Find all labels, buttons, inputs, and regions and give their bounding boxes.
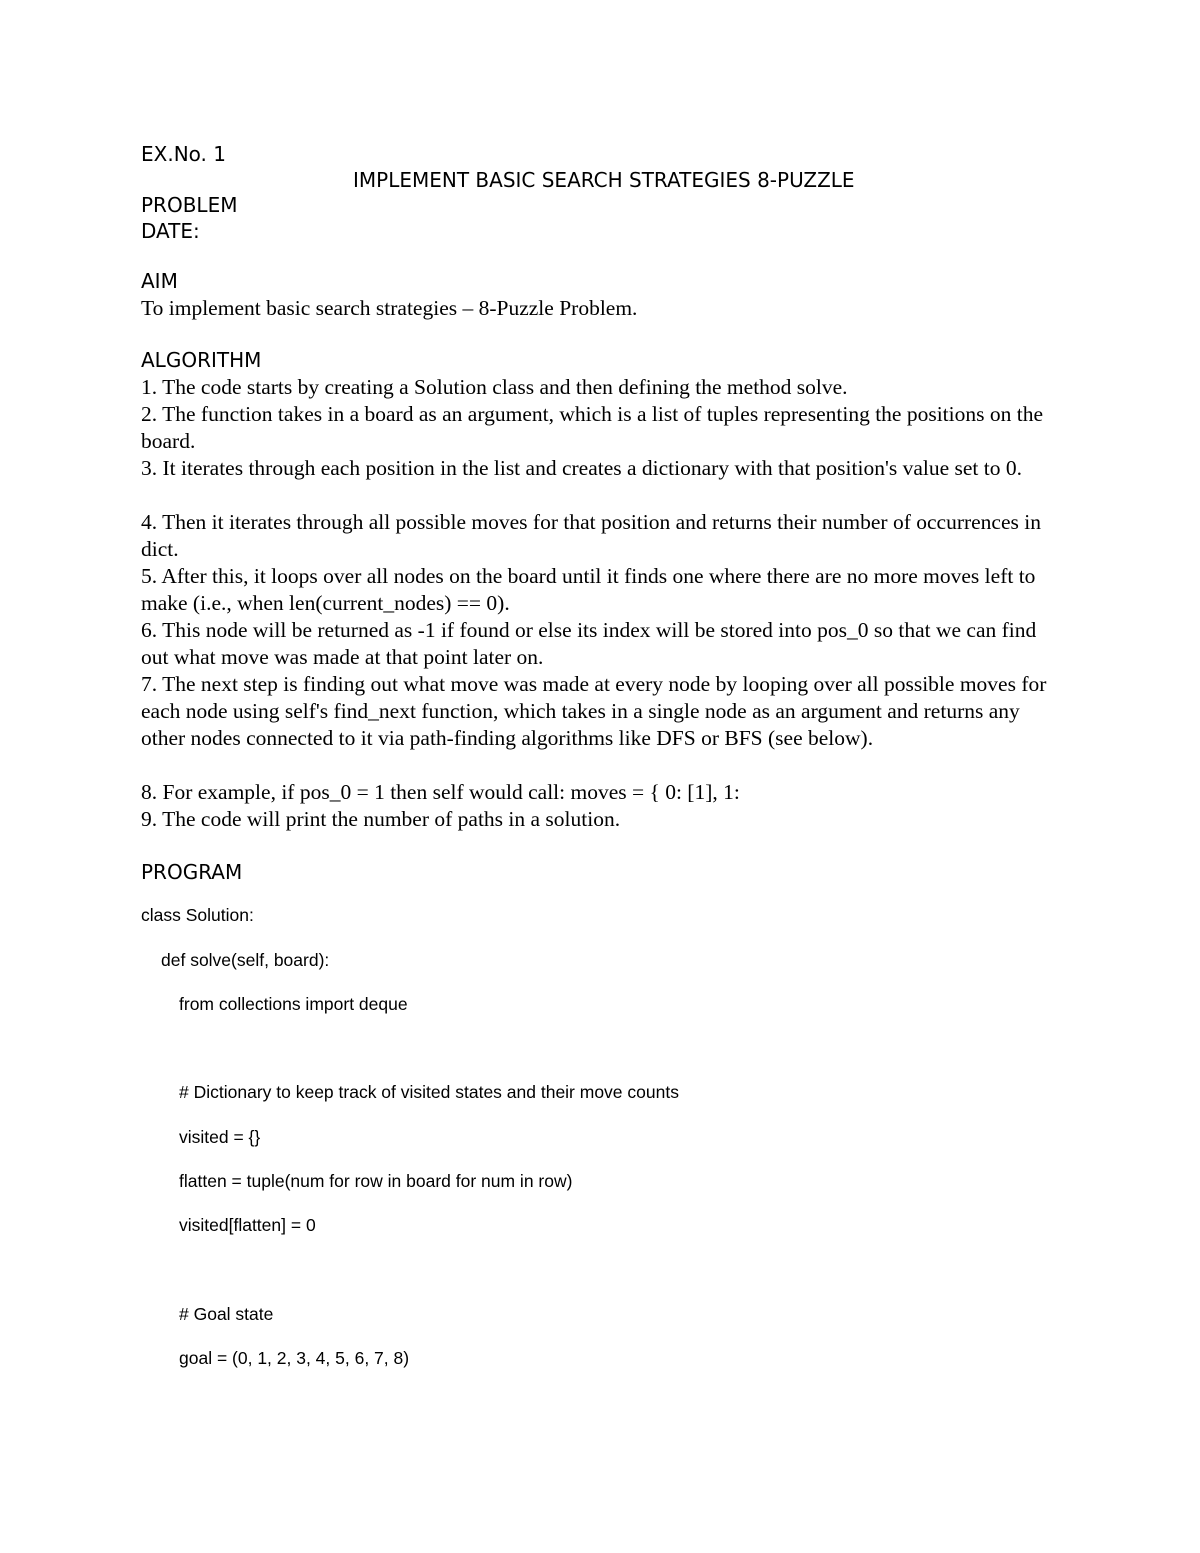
- algorithm-heading: ALGORITHM: [141, 348, 262, 372]
- algorithm-step: 7. The next step is finding out what move was made at every node by looping over all possible moves for each node using self's find_next function, which takes in a single node as an argument and returns any other nodes connected to it via path-finding algorithms like DFS or BFS (see below).: [141, 672, 1047, 750]
- code-line: from collections import deque: [179, 994, 408, 1014]
- code-comment: # Dictionary to keep track of visited states and their move counts: [179, 1082, 679, 1102]
- algorithm-step: 5. After this, it loops over all nodes on the board until it finds one where there are no more moves left to make (i.e., when len(current_nodes) == 0).: [141, 564, 1036, 615]
- code-line: visited = {}: [179, 1127, 261, 1147]
- algorithm-step: 1. The code starts by creating a Solution class and then defining the method solve.: [141, 375, 848, 399]
- algorithm-step: 3. It iterates through each position in the list and creates a dictionary with that position's value set to 0.: [141, 456, 1022, 480]
- code-comment: # Goal state: [179, 1304, 274, 1324]
- aim-heading: AIM: [141, 269, 178, 293]
- problem-label: PROBLEM: [141, 193, 238, 217]
- document-title: IMPLEMENT BASIC SEARCH STRATEGIES 8-PUZZLE: [353, 168, 855, 192]
- algorithm-step: 8. For example, if pos_0 = 1 then self would call: moves = { 0: [1], 1:: [141, 780, 740, 804]
- program-heading: PROGRAM: [141, 860, 243, 884]
- algorithm-step: 6. This node will be returned as -1 if found or else its index will be stored into pos_0 so that we can find out what move was made at that point later on.: [141, 618, 1037, 669]
- code-line: class Solution:: [141, 905, 254, 925]
- code-line: visited[flatten] = 0: [179, 1215, 316, 1235]
- exercise-number: EX.No. 1: [141, 142, 226, 166]
- algorithm-step: 2. The function takes in a board as an argument, which is a list of tuples representing the positions on the board.: [141, 402, 1044, 453]
- code-line: goal = (0, 1, 2, 3, 4, 5, 6, 7, 8): [179, 1348, 410, 1368]
- date-label: DATE:: [141, 219, 200, 243]
- code-line: def solve(self, board):: [161, 950, 330, 970]
- aim-text: To implement basic search strategies – 8-Puzzle Problem.: [141, 296, 638, 320]
- code-line: flatten = tuple(num for row in board for num in row): [179, 1171, 573, 1191]
- algorithm-step: 4. Then it iterates through all possible moves for that position and returns their number of occurrences in dict.: [141, 510, 1041, 561]
- algorithm-step: 9. The code will print the number of paths in a solution.: [141, 807, 621, 831]
